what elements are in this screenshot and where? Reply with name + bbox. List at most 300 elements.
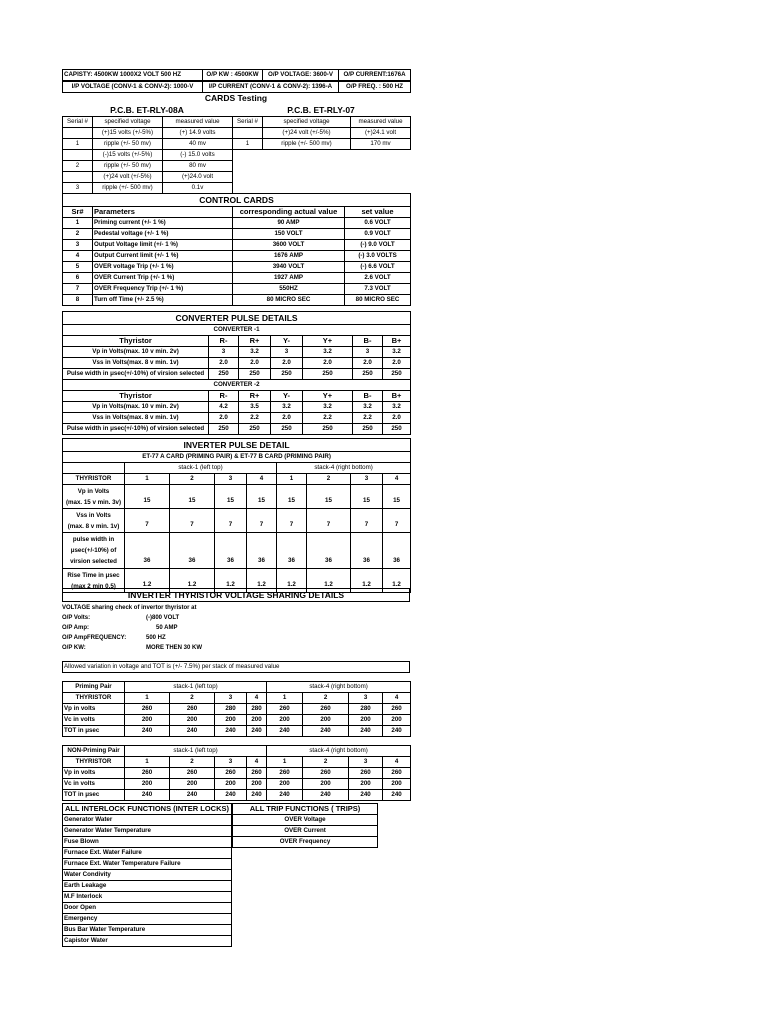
table-cell: 3940 VOLT [233,262,345,273]
table-cell: (-) 9.0 VOLT [345,240,411,251]
ip-voltage-cell: I/P VOLTAGE (CONV-1 & CONV-2): 1000-V [63,82,203,93]
table-cell: 3.2 [239,347,271,358]
table-cell: Vc in volts [63,779,125,790]
list-item [63,815,232,826]
table-cell: 1.2 [351,569,383,593]
table-cell: 15 [351,485,383,509]
table-cell: 7 [307,509,351,533]
column-header: Y+ [303,336,353,347]
table-cell: 2 [63,229,93,240]
pcb-left-title: P.C.B. ET-RLY-08A [110,105,184,115]
converter-name-row [63,380,411,391]
stack-row [63,746,411,757]
table-cell: 2.0 [239,358,271,369]
interlock-item: Furnace Ext. Water Temperature Failure [63,859,232,870]
table-row [63,161,233,172]
col-serial: Serial # [63,117,93,128]
table-cell: 3.2 [303,347,353,358]
measured-cell: (+)24.0 volt [163,172,233,183]
converter-name-row [63,325,411,336]
list-item [63,914,232,925]
table-cell: 80 MICRO SEC [233,295,345,306]
sharing-table [62,681,411,737]
table-row [63,128,233,139]
list-item [63,859,232,870]
measured-cell: (-) 15.0 volts [163,150,233,161]
table-row [63,284,411,295]
spec-cell: (+)24 volt (+/-5%) [93,172,163,183]
row-label-line2: (max 2 min 0.5) [71,582,116,590]
table-cell: 3600 VOLT [233,240,345,251]
trip-title: ALL TRIP FUNCTIONS ( TRIPS) [233,804,378,815]
interlock-item: Door Open [63,903,232,914]
table-cell: 240 [267,790,303,801]
table-cell: 36 [170,533,215,569]
table-cell: 2.0 [303,358,353,369]
table-cell: 7 [63,284,93,295]
column-header: set value [345,207,411,218]
table-cell: 280 [349,704,383,715]
table-cell: 250 [353,369,383,380]
serial-cell [233,128,263,139]
column-header: Y+ [303,391,353,402]
table-cell: Vp in Volts(max. 10 v min. 2v) [63,347,209,358]
spec-cell: ripple (+/- 50 mv) [93,139,163,150]
column-header: 4 [247,693,267,704]
table-cell: 36 [351,533,383,569]
table-cell: 2.2 [239,413,271,424]
column-header: 2 [170,757,215,768]
table-cell: 3.2 [271,402,303,413]
list-item [63,848,232,859]
row-label-line1: Rise Time in μsec [67,571,120,579]
column-header: 3 [215,693,247,704]
table-cell: 200 [215,715,247,726]
table-cell: 250 [209,369,239,380]
serial-cell: 1 [63,139,93,150]
table-cell: 1.2 [215,569,247,593]
table-cell: 260 [303,704,349,715]
table-cell: 260 [267,704,303,715]
table-cell: 2.6 VOLT [345,273,411,284]
table-cell: Pulse width in μsec(+/-10%) of virsion selected [63,424,209,435]
table-cell: 4 [63,251,93,262]
sharing-line [62,613,410,623]
row-label-line2: (max. 15 v min. 3v) [65,498,122,506]
table-cell: 6 [63,273,93,284]
table-row [63,704,411,715]
table-cell: 2.0 [209,413,239,424]
header-row [63,474,411,485]
table-cell: 260 [170,768,215,779]
spec-cell: ripple (+/- 500 mv) [263,139,351,150]
table-cell: 260 [303,768,349,779]
column-header: R- [209,336,239,347]
table-cell: 240 [170,790,215,801]
table-cell: Output Current limit (+/- 1 %) [93,251,233,262]
table-cell: 3.2 [383,402,411,413]
table-cell: 2.0 [209,358,239,369]
measured-cell: (+) 14.9 volts [163,128,233,139]
serial-cell: 1 [233,139,263,150]
table-cell: 7.3 VOLT [345,284,411,295]
inverter-pulse-title: INVERTER PULSE DETAIL [63,439,411,452]
stack4-label: stack-4 (right bottom) [267,746,411,757]
table-cell: 200 [349,715,383,726]
table-cell: 200 [125,715,170,726]
table-row [63,509,411,533]
sharing-value: 50 AMP [156,625,178,631]
sharing-key: O/P Amp: [62,625,90,631]
table-row [63,172,233,183]
table-cell: 1.2 [170,569,215,593]
col-spec: specified voltage [93,117,163,128]
table-cell: 200 [215,779,247,790]
table-row [63,768,411,779]
table-cell: 0.9 VOLT [345,229,411,240]
table-cell: 200 [247,779,267,790]
table-cell: 240 [383,790,411,801]
table-cell: Vp in volts [63,768,125,779]
table-row [63,402,411,413]
table-cell: 200 [267,715,303,726]
list-item [63,903,232,914]
table-cell: Turn off Time (+/- 2.5 %) [93,295,233,306]
table-cell: 3.5 [239,402,271,413]
column-header: 4 [383,693,411,704]
col-measured: measured value [351,117,411,128]
row-label-line1: Vp in Volts [77,487,110,495]
table-cell: 7 [125,509,170,533]
table-cell: 2.2 [303,413,353,424]
table-cell: 200 [303,715,349,726]
table-cell: 260 [125,704,170,715]
column-header: R+ [239,336,271,347]
table-cell: 250 [303,424,353,435]
table-cell: 240 [303,790,349,801]
table-row [63,533,411,569]
measured-cell: 170 mv [351,139,411,150]
table-row [63,229,411,240]
row-label [63,533,125,569]
table-cell: 240 [247,726,267,737]
stack4-label: stack-4 (right bottom) [267,682,411,693]
table-cell: 200 [170,715,215,726]
capacity-cell: CAPISTY: 4500KW 1000X2 VOLT 500 HZ [63,70,203,81]
table-cell: Pedestal voltage (+/- 1 %) [93,229,233,240]
sharing-lines [62,603,410,653]
column-header: B- [353,336,383,347]
table-row [63,715,411,726]
control-cards-table [62,193,411,306]
sharing-tables [62,681,410,801]
column-header: R- [209,391,239,402]
table-cell: 15 [277,485,307,509]
table-cell: 240 [125,726,170,737]
stack1-label: stack-1 (left top) [125,463,277,474]
op-freq-cell: O/P FREQ. : 500 HZ [339,82,411,93]
table-cell: 250 [383,369,411,380]
stack4-label: stack-4 (right bottom) [277,463,411,474]
cards-testing-title: CARDS Testing [204,93,268,103]
serial-cell [63,128,93,139]
table-cell: 200 [349,779,383,790]
column-header: 3 [351,474,383,485]
converter-name: CONVERTER -2 [63,380,411,391]
sharing-line [62,623,410,633]
sharing-line [62,603,410,613]
column-header: 2 [307,474,351,485]
table-cell: 260 [215,768,247,779]
table-cell: 7 [247,509,277,533]
column-header: 4 [247,757,267,768]
cards-testing-section [62,92,410,194]
spec-cell: (-)15 volts (+/-5%) [93,150,163,161]
table-cell: 250 [353,424,383,435]
table-cell: 200 [170,779,215,790]
column-header: THYRISTOR [63,757,125,768]
table-cell: 280 [247,704,267,715]
trip-item: OVER Frequency [233,837,378,848]
column-header: 1 [125,474,170,485]
list-item [63,892,232,903]
measured-cell: 0.1v [163,183,233,194]
table-cell: 240 [383,726,411,737]
converter-section [62,311,410,435]
header-row [63,757,411,768]
table-cell: 2.2 [353,413,383,424]
trip-item: OVER Current [233,826,378,837]
table-row [63,251,411,262]
op-voltage-cell: O/P VOLTAGE: 3600-V [263,70,339,81]
stack-row [63,682,411,693]
blank-cell [63,463,125,474]
cards-left-table [62,116,233,194]
table-cell: 240 [267,726,303,737]
table-cell: 1.2 [277,569,307,593]
table-cell: 250 [303,369,353,380]
table-cell: 1.2 [247,569,277,593]
inverter-pulse-subtitle: ET-77 A CARD (PRIMING PAIR) & ET-77 B CARD (PRIMING PAIR) [63,452,411,463]
converter-title: CONVERTER PULSE DETAILS [63,312,411,325]
stack1-label: stack-1 (left top) [125,682,267,693]
column-header: 3 [215,757,247,768]
table-row [63,139,233,150]
column-header: 3 [215,474,247,485]
table-cell: 200 [247,715,267,726]
sharing-table [62,745,411,801]
table-cell: 4.2 [209,402,239,413]
table-cell: 2.0 [383,413,411,424]
table-row [63,485,411,509]
table-cell: 240 [349,790,383,801]
column-header: 2 [303,757,349,768]
pair-label: NON-Priming Pair [63,746,125,757]
interlock-item: Furnace Ext. Water Failure [63,848,232,859]
table-cell: 2.0 [271,413,303,424]
table-cell: 3.2 [383,347,411,358]
table-cell: 250 [239,424,271,435]
table-cell: 3 [63,240,93,251]
table-row [63,369,411,380]
ip-current-cell: I/P CURRENT (CONV-1 & CONV-2): 1396-A [203,82,339,93]
list-item [63,881,232,892]
table-cell: 8 [63,295,93,306]
table-cell: Vss in Volts(max. 8 v min. 1v) [63,413,209,424]
table-cell: Vp in Volts(max. 10 v min. 2v) [63,402,209,413]
op-current-cell: O/P CURRENT:1676A [339,70,411,81]
table-cell: 3.2 [353,402,383,413]
column-header: 1 [125,693,170,704]
table-cell: 7 [383,509,411,533]
table-row [63,150,233,161]
table-cell: 7 [215,509,247,533]
control-cards-title: CONTROL CARDS [63,194,411,207]
list-item [63,837,232,848]
table-cell: 250 [383,424,411,435]
column-header: THYRISTOR [63,693,125,704]
sharing-key: O/P Volts: [62,615,91,621]
table-cell: 36 [383,533,411,569]
column-header: B+ [383,391,411,402]
interlock-item: Emergency [63,914,232,925]
table-cell: 280 [215,704,247,715]
row-label-line1: pulse width in μsec(+/-10%) of [70,536,117,554]
table-cell: 80 MICRO SEC [345,295,411,306]
table-cell: 36 [277,533,307,569]
table-cell: 1927 AMP [233,273,345,284]
measured-cell: 40 mv [163,139,233,150]
table-cell: 260 [170,704,215,715]
header-row [63,207,411,218]
table-cell: 36 [247,533,277,569]
pair-label: Priming Pair [63,682,125,693]
table-cell: 250 [209,424,239,435]
interlock-item: Fuse Blown [63,837,232,848]
sharing-value: (-)800 VOLT [146,615,180,621]
table-row [63,726,411,737]
table-cell: (-) 3.0 VOLTS [345,251,411,262]
column-header: Y- [271,391,303,402]
table-row [63,413,411,424]
table-cell: 7 [351,509,383,533]
table-cell: 0.6 VOLT [345,218,411,229]
table-row [63,262,411,273]
table-cell: Vp in volts [63,704,125,715]
serial-cell [63,150,93,161]
table-cell: 200 [303,779,349,790]
sharing-title: INVERTER THYRISTOR VOLTAGE SHARING DETAILS [63,589,410,602]
sharing-line [62,643,410,653]
interlock-item: Water Condivity [63,870,232,881]
header-row [63,336,411,347]
row-label [63,509,125,533]
column-header: Y- [271,336,303,347]
spec-cell: ripple (+/- 50 mv) [93,161,163,172]
table-cell: 2.0 [383,358,411,369]
serial-cell: 2 [63,161,93,172]
spec-cell: (+)15 volts (+/-5%) [93,128,163,139]
column-header: 3 [349,757,383,768]
interlock-item: M.F Interlock [63,892,232,903]
table-cell: 3 [353,347,383,358]
table-row [63,358,411,369]
interlock-table [62,803,232,947]
table-cell: 250 [239,369,271,380]
table-cell: OVER Current Trip (+/- 1 %) [93,273,233,284]
table-cell: 200 [125,779,170,790]
inverter-pulse-section [62,438,410,593]
list-item [233,826,378,837]
cards-right-table [232,116,411,150]
column-header: 4 [383,474,411,485]
table-row [63,295,411,306]
serial-cell: 3 [63,183,93,194]
table-cell: 260 [247,768,267,779]
table-cell: 15 [383,485,411,509]
converter-name: CONVERTER -1 [63,325,411,336]
table-row [63,779,411,790]
column-header: B+ [383,336,411,347]
table-cell: OVER voltage Trip (+/- 1 %) [93,262,233,273]
table-cell: Vc in volts [63,715,125,726]
table-row [63,347,411,358]
column-header: 1 [125,757,170,768]
column-header: THYRISTOR [63,474,125,485]
list-item [233,815,378,826]
header-block [62,69,410,93]
sharing-value: 500 HZ [146,635,166,641]
table-cell: 1676 AMP [233,251,345,262]
table-cell: 260 [125,768,170,779]
table-cell: 200 [383,779,411,790]
table-cell: 1 [63,218,93,229]
column-header: Parameters [93,207,233,218]
control-cards-section [62,193,410,306]
sharing-key: VOLTAGE sharing check of invertor thyristor at [62,605,197,611]
table-cell: 240 [125,790,170,801]
interlock-title: ALL INTERLOCK FUNCTIONS (INTER LOCKS) [63,804,232,815]
column-header: 4 [247,474,277,485]
table-cell: 240 [247,790,267,801]
table-cell: Pulse width in μsec(+/-10%) of virsion selected [63,369,209,380]
trip-table [232,803,378,848]
spec-cell: ripple (+/- 500 mv) [93,183,163,194]
table-cell: 200 [267,779,303,790]
table-cell: TOT in μsec [63,790,125,801]
col-spec: specified voltage [263,117,351,128]
table-row [63,183,233,194]
table-cell: 240 [303,726,349,737]
list-item [63,826,232,837]
row-label [63,485,125,509]
converter-table [62,311,411,435]
measured-cell: (+)24.1 volt [351,128,411,139]
column-header: R+ [239,391,271,402]
column-header: Sr# [63,207,93,218]
sharing-key: O/P AmpFREQUENCY: [62,635,127,641]
list-item [63,870,232,881]
table-cell: 36 [215,533,247,569]
column-header: 2 [170,474,215,485]
sharing-value: MORE THEN 30 KW [146,645,203,651]
inverter-pulse-table [62,438,411,593]
table-cell: Priming current (+/- 1 %) [93,218,233,229]
table-cell: 5 [63,262,93,273]
column-header: 3 [349,693,383,704]
serial-cell [63,172,93,183]
functions-section [62,803,378,947]
